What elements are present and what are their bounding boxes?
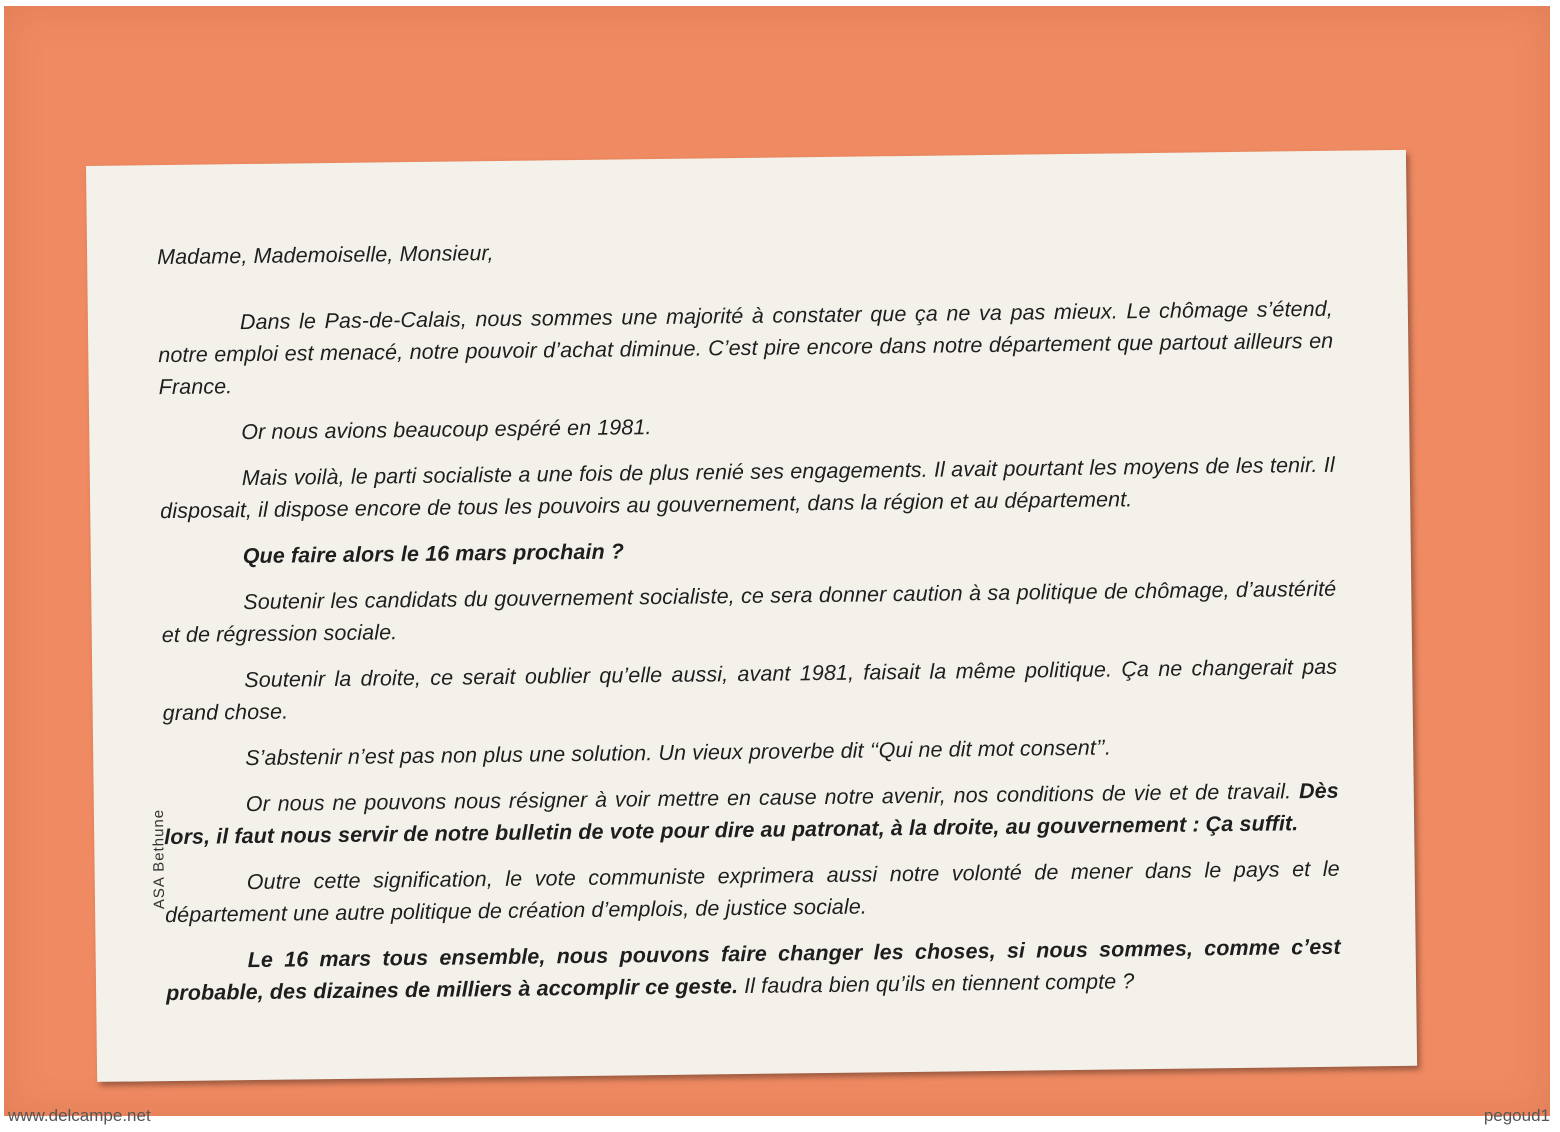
paragraph-7-text: Or nous ne pouvons nous résigner à voir mettre en cause notre avenir, nos conditions de vie et de travail. [245,779,1292,817]
paragraph-9-text: Il faudra bien qu’ils en tiennent compte ? [743,969,1135,999]
question-heading: Que faire alors le 16 mars prochain ? [242,539,625,569]
paragraph-9 [166,931,1342,1009]
paragraph-7-bold: Dès lors, il faut nous servir de notre bulletin de vote pour dire au patronat, à la droite, au gouvernement : Ça suffit. [164,778,1339,850]
paragraph-9-bold: Le 16 mars tous ensemble, nous pouvons faire changer les choses, si nous sommes, comme c’est probable, des dizaines de milliers à accomplir ce geste. [165,934,1341,1006]
paragraph-1: Dans le Pas-de-Calais, nous sommes une majorité à constater que ça ne va pas mieux. Le chômage s’étend, notre emploi est menacé, notre pouvoir d’achat diminue. C’est pire encore dans notre département que partout ailleurs en France. [158,296,1334,400]
paragraph-3: Mais voilà, le parti socialiste a une fois de plus renié ses engagements. Il avait pourtant les moyens de les tenir. Il disposait, il dispose encore de tous les pouvoirs au gouvernement, dans la région et au département. [160,452,1335,524]
watermark-right: pegoud1 [1483,1106,1550,1125]
paragraph-6: S’abstenir n’est pas non plus une solution. Un vieux proverbe dit ‘‘Qui ne dit mot consent’’. [245,735,1112,771]
paragraph-4: Soutenir les candidats du gouvernement socialiste, ce sera donner caution à sa politique de chômage, d’austérité et de régression sociale. [161,576,1337,648]
printer-credit: ASA Bethune [149,808,169,910]
postcard [86,150,1417,1082]
salutation: Madame, Mademoiselle, Monsieur, [156,241,494,270]
letter-body [157,227,1341,1023]
paragraph-8: Outre cette signification, le vote communiste exprimera aussi notre volonté de mener dans le pays et le département une autre politique de création d’emplois, de justice sociale. [165,856,1340,928]
watermark-left: www.delcampe.net [8,1106,151,1125]
paragraph-7 [164,775,1340,853]
paragraph-2: Or nous avions beaucoup espéré en 1981. [241,415,652,445]
paragraph-5: Soutenir la droite, ce serait oublier qu’elle aussi, avant 1981, faisait la même politique. Ça ne changerait pas grand chose. [162,654,1338,726]
